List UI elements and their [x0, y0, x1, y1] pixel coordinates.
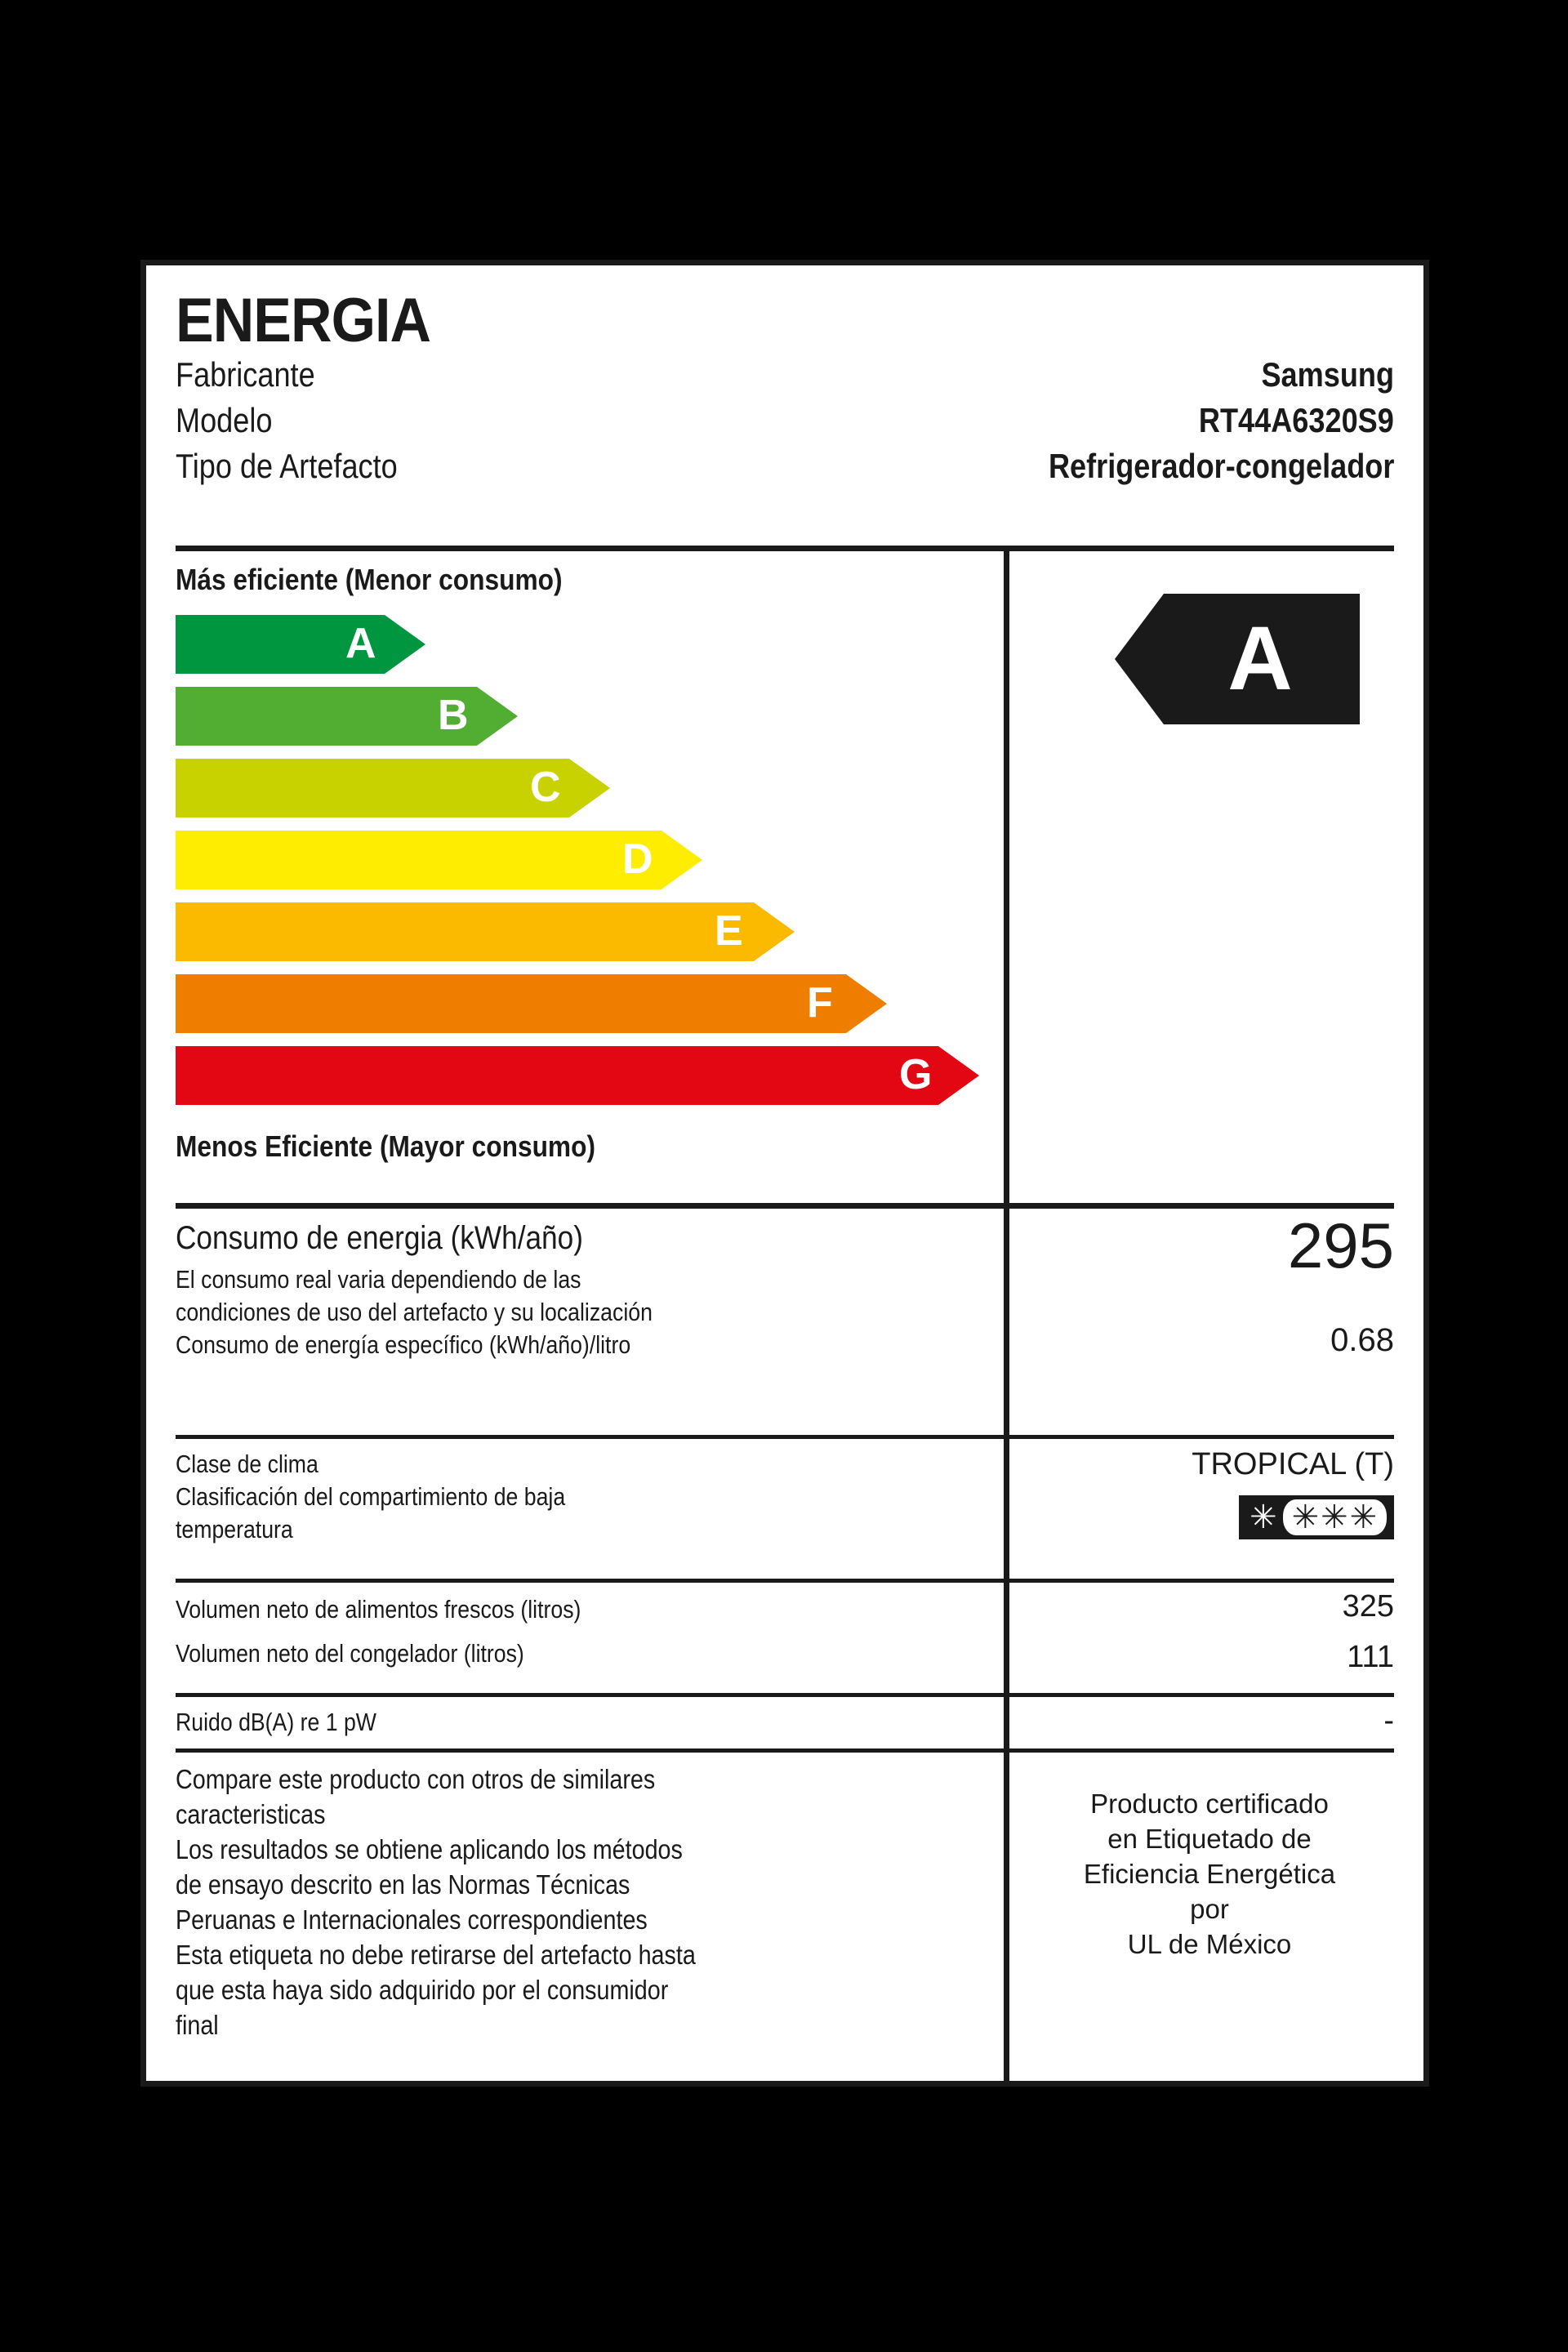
star-rating-badge-wrap [1017, 1495, 1394, 1539]
energy-note-line-2: condiciones de uso del artefacto y su localización [176, 1298, 653, 1326]
efficiency-bar-letter: G [899, 1050, 933, 1098]
energy-consumption-labels [176, 1218, 992, 1361]
climate-class-value: TROPICAL (T) [1192, 1447, 1394, 1481]
energy-consumption-values [1017, 1209, 1394, 1360]
certification-line: por [1190, 1894, 1229, 1924]
efficiency-bar-arrow-icon [176, 902, 795, 961]
climate-class-labels [176, 1448, 992, 1546]
star-single-icon: ✳ [1249, 1499, 1277, 1536]
efficiency-bar-g [176, 1046, 979, 1105]
page-title: ENERGIA [176, 286, 431, 355]
divider-header [176, 546, 1394, 551]
efficiency-bar-b [176, 687, 518, 746]
footer-disclaimer-line: Peruanas e Internacionales correspondientes [176, 1904, 648, 1935]
manufacturer-value: Samsung [1261, 355, 1394, 394]
specific-energy-value: 0.68 [1330, 1322, 1394, 1358]
efficiency-bar-letter: A [345, 619, 376, 667]
efficiency-bar-letter: C [530, 763, 561, 811]
certification-line: Producto certificado [1090, 1788, 1329, 1819]
efficiency-bar-arrow-icon [176, 1046, 979, 1105]
efficiency-bar-arrow-icon [176, 615, 425, 674]
model-value: RT44A6320S9 [1199, 401, 1394, 439]
scale-least-efficient-label: Menos Eficiente (Mayor consumo) [176, 1129, 596, 1163]
divider-volumes-top [176, 1579, 1394, 1583]
efficiency-bar-letter: B [438, 691, 469, 739]
footer-disclaimer-line: Compare este producto con otros de similares [176, 1764, 656, 1794]
volume-values [1017, 1587, 1394, 1677]
fresh-food-volume-value: 325 [1342, 1589, 1394, 1624]
efficiency-bar-arrow-icon [176, 974, 887, 1033]
efficiency-bar-f [176, 974, 887, 1033]
energy-label-card [140, 260, 1429, 2087]
certification-block [1017, 1786, 1402, 1962]
footer-disclaimer [176, 1762, 992, 2042]
freezer-volume-label: Volumen neto del congelador (litros) [176, 1639, 524, 1668]
footer-disclaimer-line: Los resultados se obtiene aplicando los métodos [176, 1834, 683, 1864]
efficiency-bar-letter: F [807, 978, 833, 1027]
energy-note-line-1: El consumo real varia dependiendo de las [176, 1265, 581, 1294]
climate-class-label: Clase de clima [176, 1450, 318, 1478]
efficiency-bar-letter: E [715, 906, 743, 955]
header-row-manufacturer [176, 354, 1394, 399]
star-rating-badge [1239, 1495, 1394, 1539]
footer-disclaimer-line: final [176, 2010, 219, 2040]
volume-labels [176, 1593, 992, 1670]
divider-vertical [1004, 551, 1009, 2081]
certification-line: en Etiquetado de [1107, 1824, 1312, 1854]
energy-specific-label: Consumo de energía específico (kWh/año)/litro [176, 1330, 631, 1359]
header-row-appliance-type [176, 445, 1394, 491]
low-temp-compartment-label-line-1: Clasificación del compartimiento de baja [176, 1482, 566, 1511]
footer-disclaimer-line: que esta haya sido adquirido por el consumidor [176, 1975, 669, 2005]
manufacturer-label: Fabricante [176, 355, 315, 394]
appliance-type-value: Refrigerador-congelador [1048, 447, 1394, 485]
fresh-food-volume-label: Volumen neto de alimentos frescos (litros) [176, 1595, 581, 1624]
footer-disclaimer-line: Esta etiqueta no debe retirarse del artefacto hasta [176, 1940, 696, 1970]
star-triple-icon: ✳✳✳ [1283, 1499, 1387, 1535]
divider-climate-top [176, 1435, 1394, 1439]
divider-noise-bottom [176, 1748, 1394, 1753]
low-temp-compartment-label-line-2: temperatura [176, 1515, 293, 1544]
divider-noise-top [176, 1693, 1394, 1697]
rating-letter: A [1227, 608, 1293, 709]
efficiency-bar-d [176, 831, 702, 889]
certification-line: Eficiencia Energética [1083, 1859, 1336, 1889]
climate-class-values [1017, 1445, 1394, 1539]
noise-label: Ruido dB(A) re 1 pW [176, 1708, 376, 1736]
rating-badge [1115, 594, 1360, 724]
divider-scale-bottom [176, 1203, 1394, 1209]
efficiency-bar-a [176, 615, 425, 674]
noise-value-wrap [1017, 1701, 1394, 1740]
energy-consumption-label: Consumo de energia (kWh/año) [176, 1220, 583, 1256]
freezer-volume-value: 111 [1347, 1640, 1394, 1674]
efficiency-bar-c [176, 759, 610, 817]
efficiency-bar-letter: D [622, 835, 653, 883]
model-label: Modelo [176, 401, 273, 439]
appliance-type-label: Tipo de Artefacto [176, 447, 398, 485]
efficiency-bars [176, 615, 992, 1121]
scale-most-efficient-label: Más eficiente (Menor consumo) [176, 563, 563, 596]
noise-value: - [1383, 1704, 1394, 1738]
efficiency-bar-e [176, 902, 795, 961]
label-header [176, 288, 1394, 533]
header-row-model [176, 399, 1394, 445]
certification-line: UL de México [1127, 1929, 1292, 1959]
noise-label-wrap [176, 1706, 992, 1739]
footer-disclaimer-line: caracteristicas [176, 1799, 326, 1829]
annual-energy-value: 295 [1287, 1209, 1394, 1281]
footer-disclaimer-line: de ensayo descrito en las Normas Técnicas [176, 1869, 630, 1900]
